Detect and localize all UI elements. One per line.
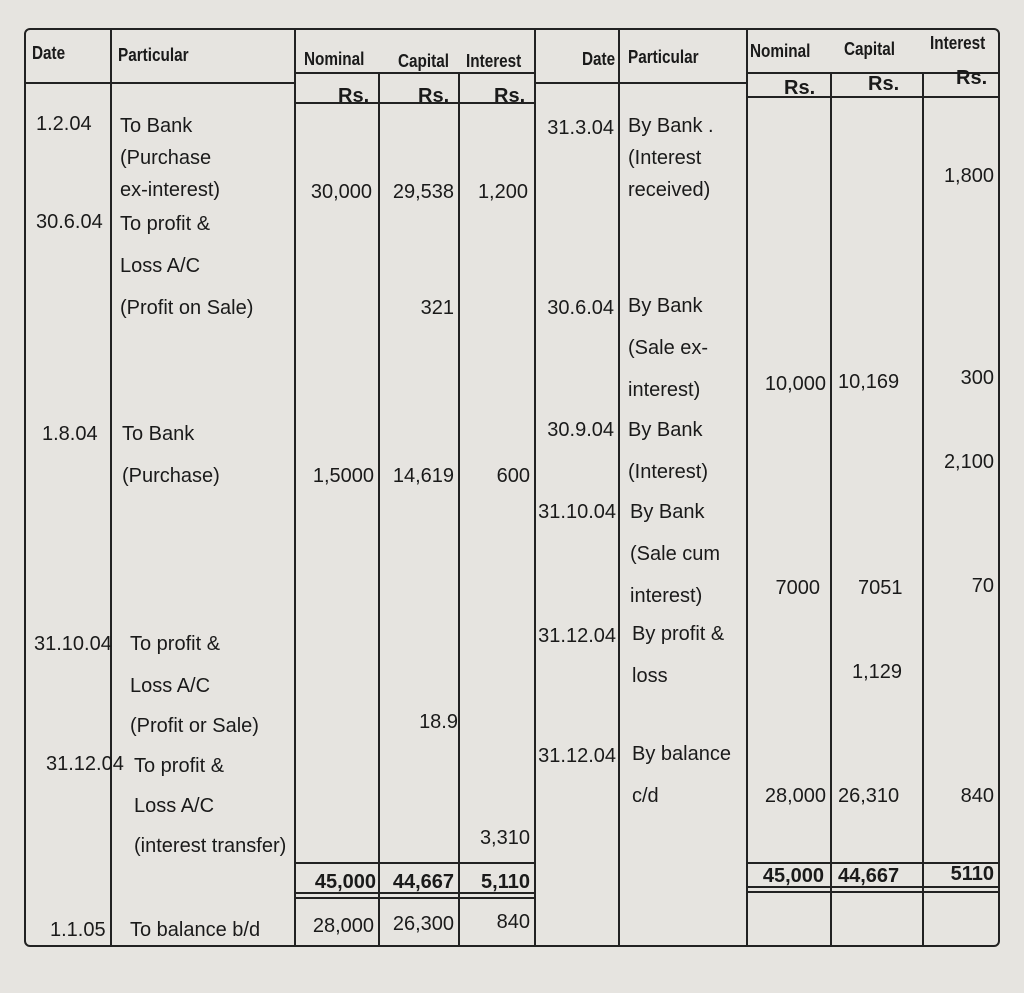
left-date: 31.10.04: [34, 633, 112, 655]
col-rule: [294, 30, 296, 945]
left-particular: To profit &: [120, 213, 211, 235]
left-date: 31.12.04: [46, 753, 124, 775]
right-interest: 1,800: [943, 165, 994, 187]
header-capital-rs: Rs.: [418, 85, 450, 107]
left-particular: (interest transfer): [134, 835, 287, 857]
left-capital: 14,619: [392, 465, 454, 487]
right-particular: (Sale cum: [630, 543, 721, 565]
right-capital: 26,310: [838, 785, 900, 807]
left-nominal: 28,000: [312, 915, 374, 937]
left-total-nominal: 45,000: [314, 871, 376, 893]
left-particular: To balance b/d: [130, 919, 261, 941]
total-rule: [746, 891, 998, 893]
left-date: 1.1.05: [50, 919, 106, 941]
right-particular: received): [628, 179, 711, 201]
header-rule: [294, 72, 534, 74]
header-right-capital-rs: Rs.: [868, 73, 900, 95]
header-right-nominal-rs: Rs.: [784, 77, 816, 99]
col-rule: [110, 30, 112, 945]
left-total-capital: 44,667: [392, 871, 454, 893]
right-particular: By Bank: [628, 295, 703, 317]
left-capital: 321: [420, 297, 454, 319]
right-total-nominal: 45,000: [762, 865, 824, 887]
header-right-particular: Particular: [628, 47, 699, 67]
header-right-nominal: Nominal: [750, 41, 811, 61]
left-interest: 1,200: [477, 181, 528, 203]
header-nominal-rs: Rs.: [338, 85, 370, 107]
right-interest: 2,100: [943, 451, 994, 473]
right-interest: 300: [960, 367, 994, 389]
left-particular: (Profit on Sale): [120, 297, 254, 319]
right-particular: loss: [632, 665, 668, 687]
left-particular: Loss A/C: [134, 795, 215, 817]
header-rule: [534, 82, 746, 84]
right-particular: By Bank: [630, 501, 705, 523]
left-particular: (Purchase: [120, 147, 212, 169]
right-capital: 1,129: [852, 661, 903, 683]
right-particular: (Sale ex-: [628, 337, 709, 359]
left-particular: (Profit or Sale): [130, 715, 259, 737]
left-capital: 26,300: [392, 913, 454, 935]
header-right-capital: Capital: [844, 39, 896, 59]
right-particular: By Bank .: [628, 115, 714, 137]
left-interest: 3,310: [479, 827, 530, 849]
right-capital: 10,169: [838, 371, 900, 393]
total-rule: [294, 862, 534, 864]
left-particular: To Bank: [120, 115, 193, 137]
total-rule: [294, 897, 534, 899]
header-interest: Interest: [466, 51, 522, 71]
right-date: 31.12.04: [538, 625, 616, 647]
right-particular: (Interest: [628, 147, 702, 169]
header-rule: [26, 82, 294, 84]
col-rule: [746, 30, 748, 945]
right-interest: 70: [971, 575, 994, 597]
header-particular: Particular: [118, 45, 189, 65]
header-right-interest: Interest: [930, 33, 986, 53]
col-rule: [458, 72, 460, 945]
left-particular: To Bank: [122, 423, 195, 445]
right-date: 30.9.04: [547, 419, 614, 441]
investment-ledger-table: [24, 28, 1000, 947]
left-date: 1.2.04: [36, 113, 92, 135]
left-particular: Loss A/C: [130, 675, 211, 697]
col-rule: [618, 30, 620, 945]
right-particular: interest): [630, 585, 703, 607]
right-total-interest: 5110: [950, 863, 994, 885]
col-rule: [378, 72, 380, 945]
col-rule: [922, 72, 924, 945]
right-nominal: 10,000: [764, 373, 826, 395]
header-date: Date: [32, 43, 66, 63]
col-rule: [830, 72, 832, 945]
right-nominal: 7000: [775, 577, 820, 599]
left-interest: 840: [496, 911, 530, 933]
left-particular: To profit &: [134, 755, 225, 777]
left-total-interest: 5,110: [481, 871, 530, 893]
header-right-date: Date: [582, 49, 616, 69]
left-particular: ex-interest): [120, 179, 221, 201]
left-nominal: 1,5000: [312, 465, 374, 487]
right-date: 31.10.04: [538, 501, 616, 523]
right-particular: By profit &: [632, 623, 725, 645]
right-particular: c/d: [632, 785, 659, 807]
left-particular: (Purchase): [122, 465, 220, 487]
col-rule: [534, 30, 536, 945]
right-date: 31.12.04: [538, 745, 616, 767]
right-date: 30.6.04: [547, 297, 614, 319]
left-particular: To profit &: [130, 633, 221, 655]
left-particular: Loss A/C: [120, 255, 201, 277]
right-date: 31.3.04: [547, 117, 614, 139]
right-particular: By Bank: [628, 419, 703, 441]
left-nominal: 30,000: [310, 181, 372, 203]
right-particular: By balance: [632, 743, 731, 765]
right-total-capital: 44,667: [838, 865, 900, 887]
left-capital: 29,538: [392, 181, 454, 203]
header-nominal: Nominal: [304, 49, 365, 69]
left-date: 1.8.04: [42, 423, 98, 445]
right-particular: (Interest): [628, 461, 709, 483]
header-interest-rs: Rs.: [494, 85, 526, 107]
header-right-interest-rs: Rs.: [956, 67, 988, 89]
right-interest: 840: [960, 785, 994, 807]
left-date: 30.6.04: [36, 211, 103, 233]
right-particular: interest): [628, 379, 701, 401]
left-capital: 18.9: [419, 711, 458, 733]
header-capital: Capital: [398, 51, 450, 71]
right-nominal: 28,000: [764, 785, 826, 807]
left-interest: 600: [496, 465, 530, 487]
right-capital: 7051: [858, 577, 903, 599]
